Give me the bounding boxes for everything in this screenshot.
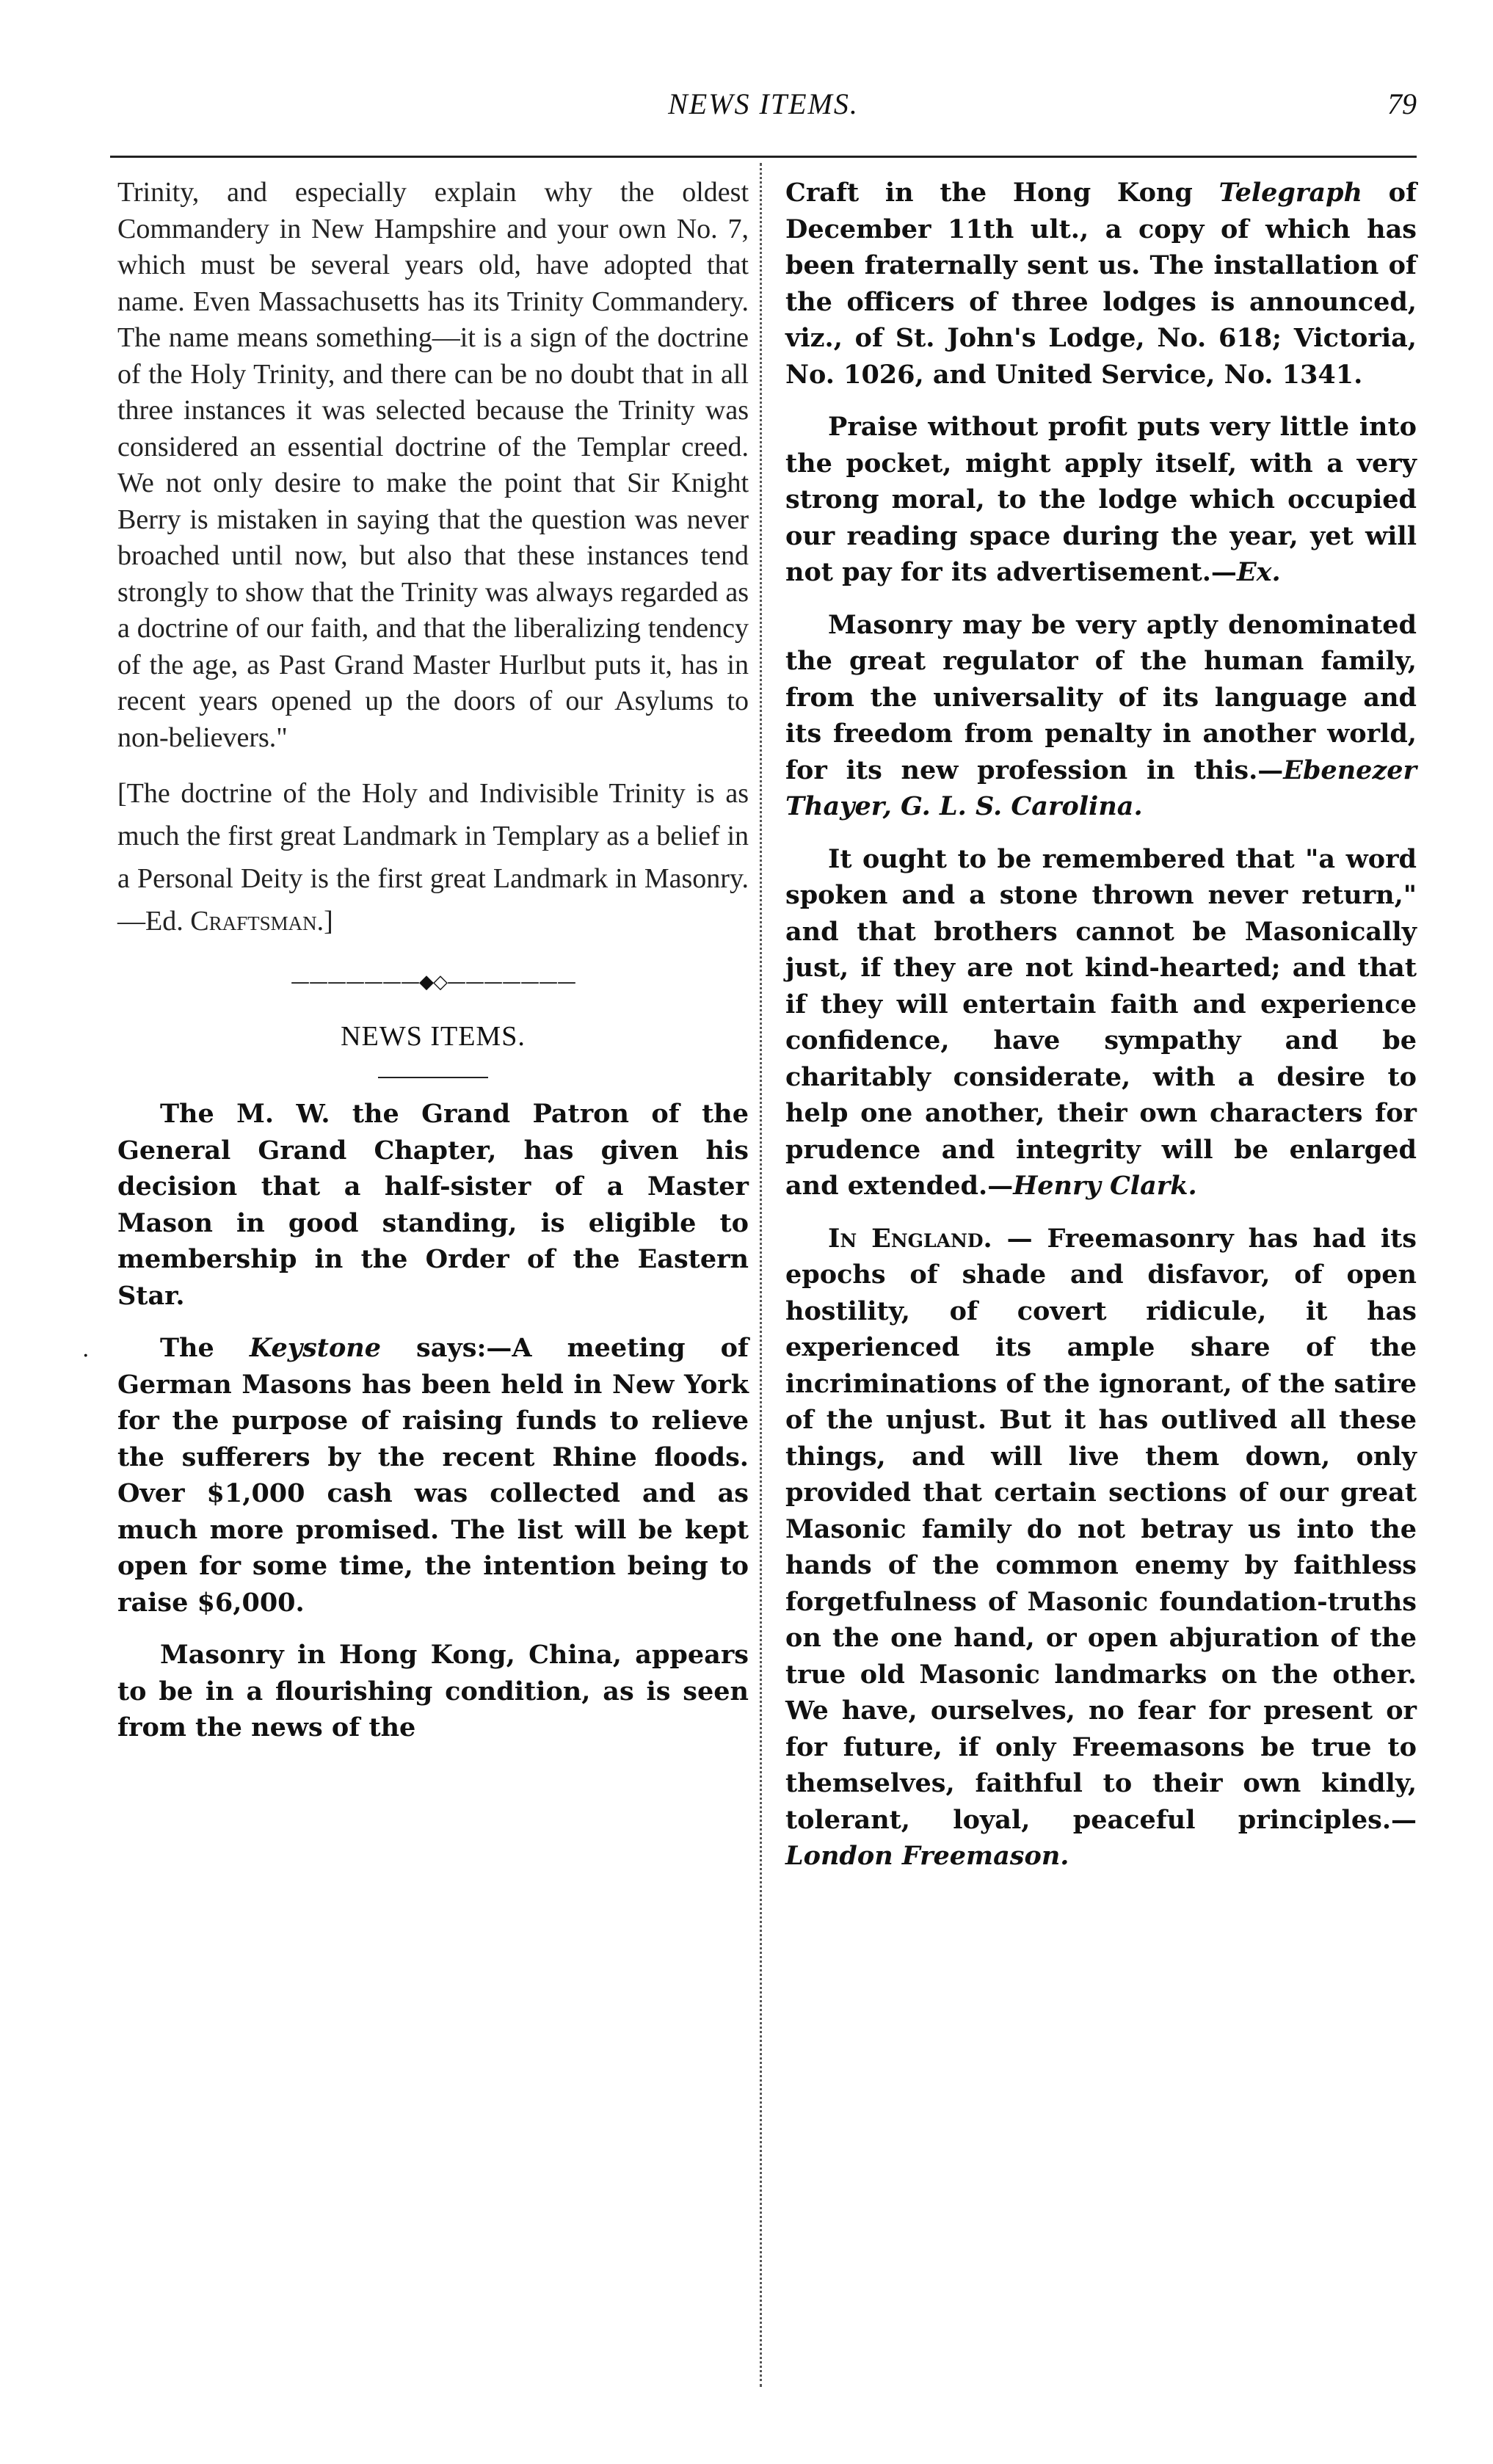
england-source: London Freemason. — [785, 1841, 1069, 1871]
section-ornament: ———————◆◇——————— — [291, 971, 575, 993]
trinity-paragraph: Trinity, and especially explain why the oldest Commandery in New Hampshire and your own No. 7, which must be several years old, have adopted that name. Even Massachusetts has its Trinity Commandery. The name means something—it is a sign of the doctrine of the Holy Trinity, and there can be no doubt that in all three instances it was selected because the Trinity was considered an essential doctrine of the Templar creed. We not only desire to make the point that Sir Knight Berry is mistaken in saying that the question was never broached until now, but also that these instances tend strongly to show that the Trinity was always regarded as a doctrine of our faith, and that the liberalizing tendency of the age, as Past Grand Master Hurlbut puts it, has in recent years opened up the doors of our Asylums to non-believers." — [117, 177, 749, 753]
england-item — [785, 1221, 1417, 1875]
regulator-text: Masonry may be very aptly denominated the great regulator of the human family, from the universality of its language and its freedom from penalty in another world, for its new profession in this.— — [785, 609, 1417, 785]
column-divider — [760, 163, 762, 2387]
right-column — [785, 175, 1417, 1891]
keystone-source: Keystone — [249, 1333, 381, 1363]
remembered-item — [785, 841, 1417, 1204]
praise-source: Ex. — [1236, 557, 1281, 587]
page-header — [110, 87, 1417, 131]
header-rule — [110, 156, 1417, 158]
praise-text: Praise without profit puts very little into the pocket, might apply itself, with a very strong moral, to the lodge which occupied our reading space during the year, yet will not pay for its advertisement.— — [785, 412, 1417, 587]
hong-kong-cont-before: Craft in the Hong Kong — [785, 178, 1193, 208]
remembered-source: Henry Clark. — [1013, 1171, 1197, 1201]
remembered-text: It ought to be remembered that "a word spoken and a stone thrown never return," and that brothers cannot be Masonically just, if they are not kind-hearted; and that if they will entertain faith and experience confidence, have sympathy and be charitably considerate, with a desire to help one another, their own characters for prudence and integrity will be enlarged and extended.— — [785, 843, 1417, 1201]
praise-item — [785, 409, 1417, 591]
england-text: — Freemasonry has had its epochs of shade and disfavor, of open hostility, of covert ridicule, it has experienced its ample share of the incriminations of the ignorant, of the satire of the unjust. But it has outlived all these things, and will live them down, only provided that certain sections of our great Masonic family do not betray us into the hands of the common enemy by faithless forgetfulness of Masonic foundation-truths on the one hand, or open abjuration of the true old Masonic landmarks on the other. We have, ourselves, no fear for present or for future, if only Freemasons be true to themselves, faithful to their own kindly, tolerant, loyal, peaceful principles.— — [785, 1223, 1417, 1835]
regulator-source: Ebenezer Thayer, G. L. S. Carolina. — [785, 755, 1417, 821]
hong-kong-cont-after: of December 11th ult., a copy of which has been fraternally sent us. The installation of the officers of three lodges is announced, viz., of St. John's Lodge, No. 618; Victoria, No. 1026, and United Service, No. 1341. — [785, 178, 1417, 390]
hong-kong-item-continued — [785, 175, 1417, 393]
margin-mark: · — [82, 1343, 90, 1369]
editor-note-text: [The doctrine of the Holy and Indivisible Trinity is as much the first great Landmark in Templary as a belief in a Personal Deity is the first great Landmark in Masonry.—Ed. — [117, 778, 749, 937]
editor-note-signature: Craftsman.] — [190, 906, 333, 937]
england-lead: In England. — [828, 1223, 992, 1254]
hong-kong-source: Telegraph — [1218, 178, 1362, 208]
keystone-item — [117, 1330, 749, 1621]
page-number: 79 — [1387, 87, 1417, 120]
hong-kong-item-start: Masonry in Hong Kong, China, appears to be in a flourishing condition, as is seen from the news of the — [117, 1640, 749, 1742]
running-title: NEWS ITEMS. — [668, 87, 859, 120]
regulator-item — [785, 607, 1417, 825]
editor-note — [117, 772, 749, 942]
heading-rule — [378, 1077, 488, 1078]
keystone-text: says:—A meeting of German Masons has been held in New York for the purpose of raising funds to relieve the sufferers by the recent Rhine floods. Over $1,000 cash was collected and as much more promised. The list will be kept open for some time, the intention being to raise $6,000. — [117, 1333, 749, 1618]
left-column — [117, 175, 749, 1762]
keystone-intro: The — [160, 1333, 214, 1363]
section-heading: NEWS ITEMS. — [341, 1020, 526, 1052]
grand-patron-item: The M. W. the Grand Patron of the General Grand Chapter, has given his decision that a half-sister of a Master Mason in good standing, is eligible to membership in the Order of the Eastern Star. — [117, 1099, 749, 1311]
